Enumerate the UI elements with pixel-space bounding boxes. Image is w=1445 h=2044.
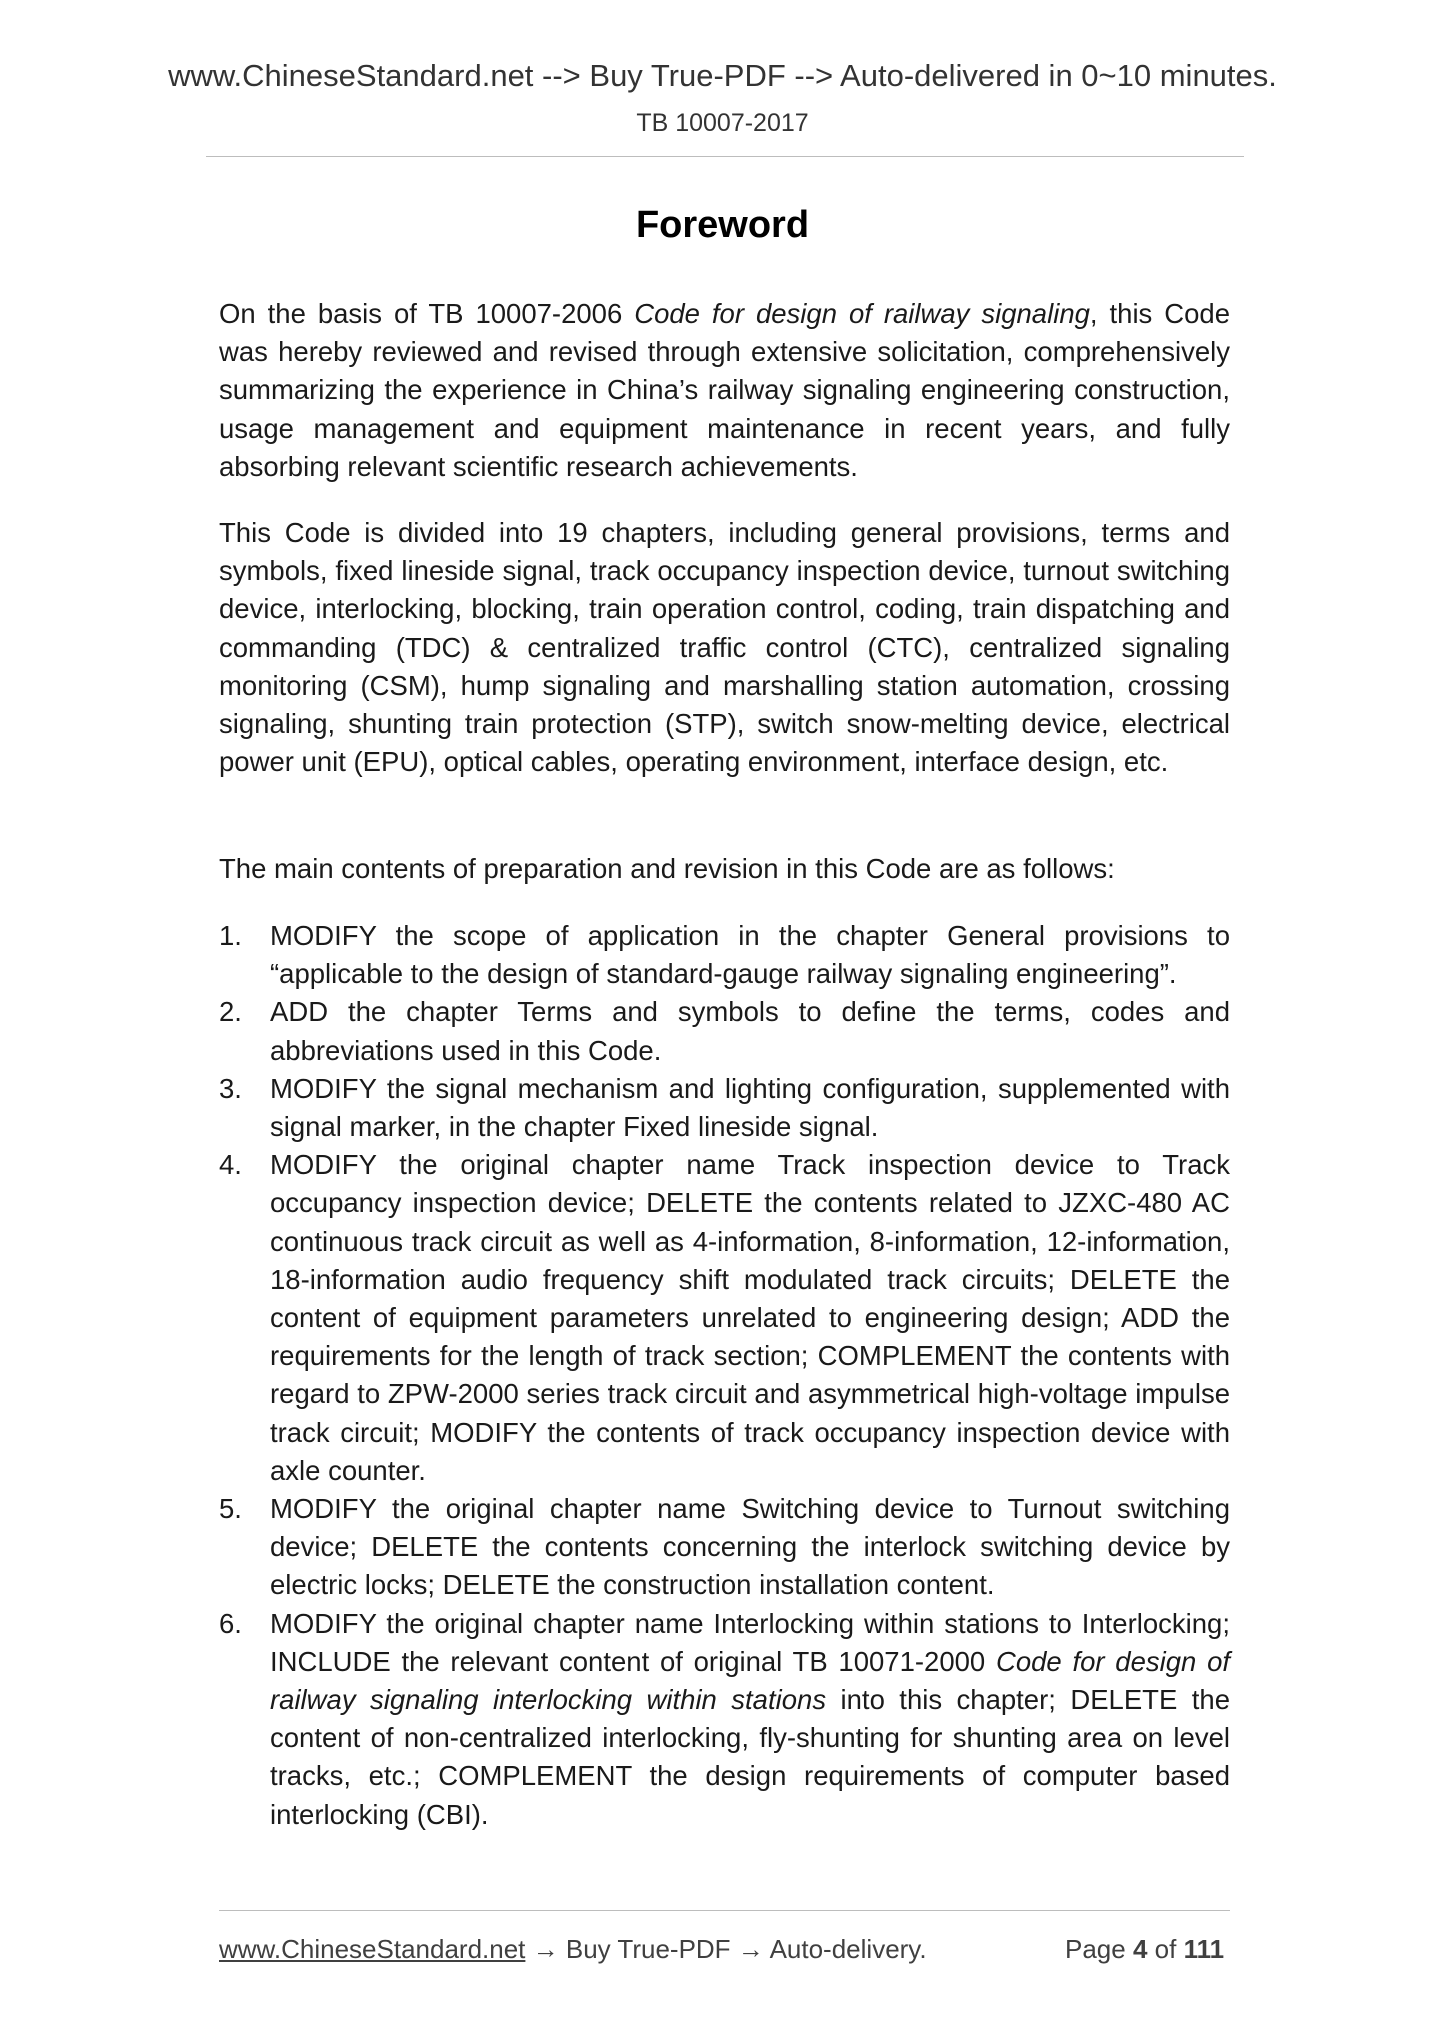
list-item (219, 993, 1230, 1069)
paragraph-intro-start: On the basis of TB 10007-2006 (219, 298, 635, 329)
page-indicator (1065, 1933, 1224, 1965)
list-item-text: MODIFY the scope of application in the chapter General provisions to “applicable to the design of standard-gauge railway signaling engineering”. (270, 920, 1230, 990)
list-item-text: MODIFY the original chapter name Track inspection device to Track occupancy inspection device; DELETE the contents related to JZXC-480 AC continuous track circuit as well as 4-information, 8-information, 12-information, 18-information audio frequency shift modulated track circuits; DELETE the content of equipment parameters unrelated to engineering design; ADD the requirements for the length of track section; COMPLEMENT the contents with regard to ZPW-2000 series track circuit and asymmetrical high-voltage impulse track circuit; MODIFY the contents of track occupancy inspection device with axle counter. (270, 1149, 1230, 1486)
code-title-italic: Code for design of railway signaling (634, 298, 1090, 329)
paragraph-main-contents: The main contents of preparation and revision in this Code are as follows: (219, 853, 1115, 884)
footer-divider (219, 1910, 1230, 1911)
list-item-text: MODIFY the signal mechanism and lighting configuration, supplemented with signal marker, in the chapter Fixed lineside signal. (270, 1072, 1230, 1143)
paragraph-intro-end: , this Code was hereby reviewed and revised through extensive solicitation, comprehensively summarizing the experience in China’s railway signaling engineering construction, usage management and equipment maintenance in recent years, and fully absorbing relevant scientific research achievements. (219, 298, 1231, 482)
footer-promo (219, 1933, 927, 1965)
list-item-number: 1. (219, 920, 242, 951)
list-item-text: MODIFY the original chapter name Switching device to Turnout switching device; DELETE the contents concerning the interlock switching device by electric locks; DELETE the construction installation content. (270, 1493, 1230, 1601)
list-item (219, 1070, 1230, 1146)
header-promo: www.ChineseStandard.net --> Buy True-PDF --> Auto-delivered in 0~10 minutes. (168, 58, 1277, 93)
header-doc-id: TB 10007-2017 (636, 109, 809, 137)
list-item (219, 1146, 1230, 1490)
list-item (219, 917, 1230, 993)
page-total: 111 (1183, 1934, 1225, 1964)
list-item-text-end: into this chapter; DELETE the content of non-centralized interlocking, fly-shunting for shunting area on level tracks, etc.; COMPLEMENT the design requirements of computer based interlocking (CBI). (270, 1684, 1230, 1830)
list-item-text: ADD the chapter Terms and symbols to define the terms, codes and abbreviations used in this Code. (270, 996, 1230, 1066)
list-item-number: 6. (219, 1607, 242, 1639)
list-item-number: 3. (219, 1072, 242, 1104)
list-item-number: 2. (219, 996, 242, 1028)
page-number: 4 (1132, 1934, 1148, 1964)
list-item (219, 1490, 1230, 1605)
list-item-number: 4. (219, 1149, 242, 1181)
page-of: of (1147, 1934, 1184, 1964)
footer-site-link[interactable]: www.ChineseStandard.net (219, 1934, 526, 1964)
list-item-text-start: MODIFY the original chapter name Interlocking within stations to Interlocking; INCLUDE the relevant content of original TB 10071-2000 (270, 1607, 1230, 1677)
paragraph-chapters: This Code is divided into 19 chapters, including general provisions, terms and symbols, fixed lineside signal, track occupancy inspection device, turnout switching device, interlocking, blocking, train operation control, coding, train dispatching and commanding (TDC) & centralized traffic control (CTC), centralized signaling monitoring (CSM), hump signaling and marshalling station automation, crossing signaling, shunting train protection (STP), switch snow-melting device, electrical power unit (EPU), optical cables, operating environment, interface design, etc. (219, 517, 1230, 778)
list-item-code-title-italic: Code for design of railway signaling interlocking within stations (270, 1645, 1230, 1716)
list-item (219, 1605, 1230, 1834)
page-title: Foreword (635, 204, 810, 246)
page-prefix: Page (1065, 1934, 1133, 1964)
footer-tagline: → Buy True-PDF → Auto-delivery. (525, 1934, 927, 1964)
header-divider (206, 156, 1244, 157)
paragraph-intro (219, 295, 1230, 486)
revision-list (219, 917, 1230, 1834)
list-item-number: 5. (219, 1493, 242, 1525)
